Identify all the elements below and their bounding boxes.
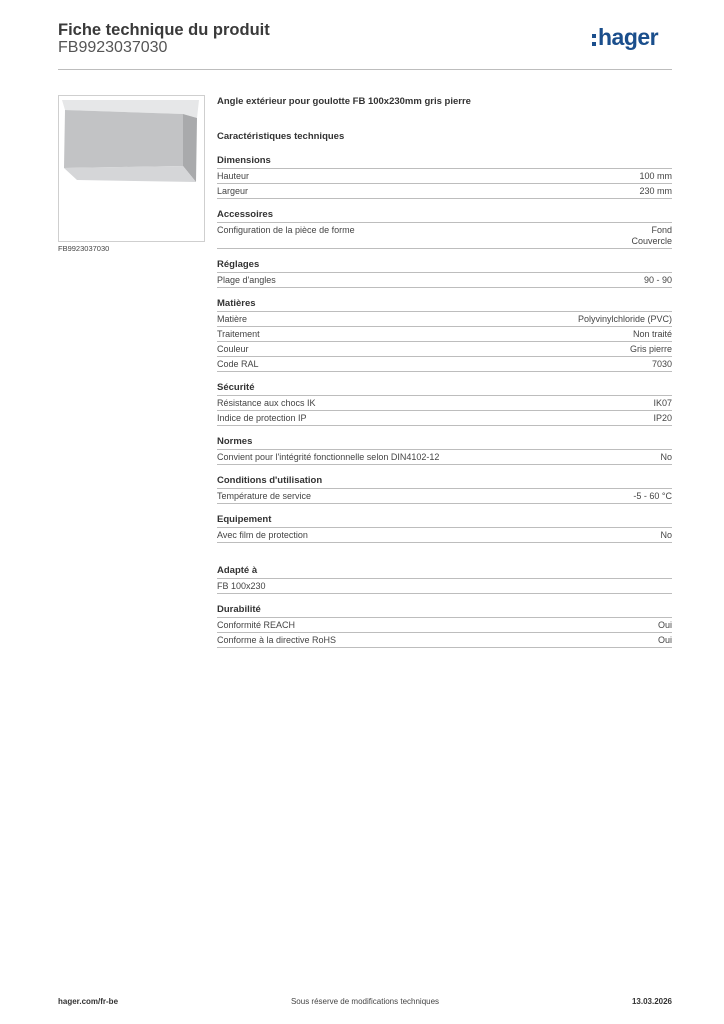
spec-value-line: No: [660, 452, 672, 462]
spec-value-line: Fond: [651, 225, 672, 235]
spec-row: [217, 327, 672, 342]
spec-label: Convient pour l'intégrité fonctionnelle selon DIN4102-12: [217, 452, 440, 462]
hager-logo: [592, 24, 672, 54]
spec-label: Avec film de protection: [217, 530, 308, 540]
spec-row: [217, 618, 672, 633]
spec-section: [217, 514, 672, 543]
spec-row: [217, 633, 672, 648]
section-heading: Equipement: [217, 514, 672, 528]
spec-value: [653, 413, 672, 424]
spec-label: Traitement: [217, 329, 260, 339]
spec-section: [217, 298, 672, 372]
product-illustration: [59, 96, 204, 241]
spec-label: Couleur: [217, 344, 249, 354]
spec-value-line: Oui: [657, 620, 672, 630]
spec-value-line: 230 mm: [639, 186, 672, 196]
spec-value-line: Oui: [657, 635, 672, 645]
spec-value: [578, 314, 672, 325]
spec-value-line: 90 - 90: [643, 275, 672, 285]
document-title: Fiche technique du produit: [58, 21, 270, 39]
spec-value-line: 100 mm: [639, 171, 672, 181]
spec-label: Code RAL: [217, 359, 259, 369]
spec-value-line: Polyvinylchloride (PVC): [577, 314, 672, 324]
spec-row: [217, 396, 672, 411]
spec-label: Conformité REACH: [217, 620, 296, 630]
image-caption: FB9923037030: [58, 244, 110, 253]
logo-dots: [592, 34, 596, 50]
spec-value: [652, 359, 672, 370]
spec-row: [217, 169, 672, 184]
spec-label: Matière: [217, 314, 248, 324]
spec-value-line: IK07: [653, 398, 672, 408]
spec-label: Température de service: [217, 491, 312, 501]
spec-value: [633, 491, 672, 502]
spec-value: [630, 344, 672, 355]
spec-section: [217, 259, 672, 288]
section-heading: Adapté à: [217, 565, 672, 579]
product-front-face: [64, 110, 183, 168]
spec-row: [217, 223, 672, 249]
spec-value: [639, 171, 672, 182]
section-heading: Durabilité: [217, 604, 672, 618]
section-heading: Accessoires: [217, 209, 672, 223]
product-image: [58, 95, 205, 242]
spec-value-line: Couvercle: [631, 236, 672, 246]
footer-notice: Sous réserve de modifications techniques: [290, 997, 440, 1006]
spec-row: [217, 273, 672, 288]
spec-label: Résistance aux chocs IK: [217, 398, 316, 408]
logo-wordmark: hager: [598, 24, 659, 50]
document-header: [58, 20, 672, 70]
section-gap: [217, 543, 672, 555]
spec-row: [217, 528, 672, 543]
product-description: Angle extérieur pour goulotte FB 100x230mm gris pierre: [217, 96, 471, 107]
spec-row: [217, 489, 672, 504]
specification-panel: [217, 96, 672, 648]
section-heading: Conditions d'utilisation: [217, 475, 672, 489]
technical-heading: Caractéristiques techniques: [217, 131, 345, 142]
spec-value-line: IP20: [653, 413, 672, 423]
spec-label: FB 100x230: [217, 581, 266, 591]
spec-row: [217, 450, 672, 465]
spec-value: [644, 275, 672, 286]
spec-label: Plage d'angles: [217, 275, 276, 285]
spec-row: [217, 184, 672, 199]
spec-label: Hauteur: [217, 171, 250, 181]
spec-value-line: 7030: [651, 359, 672, 369]
footer-date: 13.03.2026: [631, 997, 672, 1006]
spec-label: Conforme à la directive RoHS: [217, 635, 337, 645]
spec-row: [217, 579, 672, 594]
spec-section: [217, 209, 672, 249]
section-heading: Matières: [217, 298, 672, 312]
spec-section: [217, 436, 672, 465]
spec-value: [631, 225, 672, 247]
spec-label: Configuration de la pièce de forme: [217, 225, 355, 235]
spec-sections: [217, 155, 672, 648]
spec-value: [658, 620, 672, 631]
section-heading: Réglages: [217, 259, 672, 273]
section-heading: Normes: [217, 436, 672, 450]
spec-value: [653, 398, 672, 409]
spec-value: [660, 530, 672, 541]
spec-section: [217, 475, 672, 504]
footer-website: hager.com/fr-be: [58, 997, 119, 1006]
spec-row: [217, 312, 672, 327]
spec-label: Largeur: [217, 186, 249, 196]
spec-value: [639, 186, 672, 197]
spec-value: [658, 635, 672, 646]
spec-value-line: Non traité: [632, 329, 672, 339]
spec-section: [217, 565, 672, 594]
spec-row: [217, 357, 672, 372]
spec-value: [633, 329, 672, 340]
product-reference: FB9923037030: [58, 39, 168, 56]
spec-section: [217, 382, 672, 426]
section-heading: Sécurité: [217, 382, 672, 396]
spec-section: [217, 155, 672, 199]
spec-row: [217, 411, 672, 426]
section-heading: Dimensions: [217, 155, 672, 169]
spec-row: [217, 342, 672, 357]
spec-section: [217, 604, 672, 648]
spec-value-line: -5 - 60 °C: [633, 491, 672, 501]
product-bottom-edge: [64, 166, 196, 182]
spec-value-line: No: [660, 530, 672, 540]
spec-label: Indice de protection IP: [217, 413, 307, 423]
spec-value-line: Gris pierre: [629, 344, 672, 354]
spec-value: [660, 452, 672, 463]
